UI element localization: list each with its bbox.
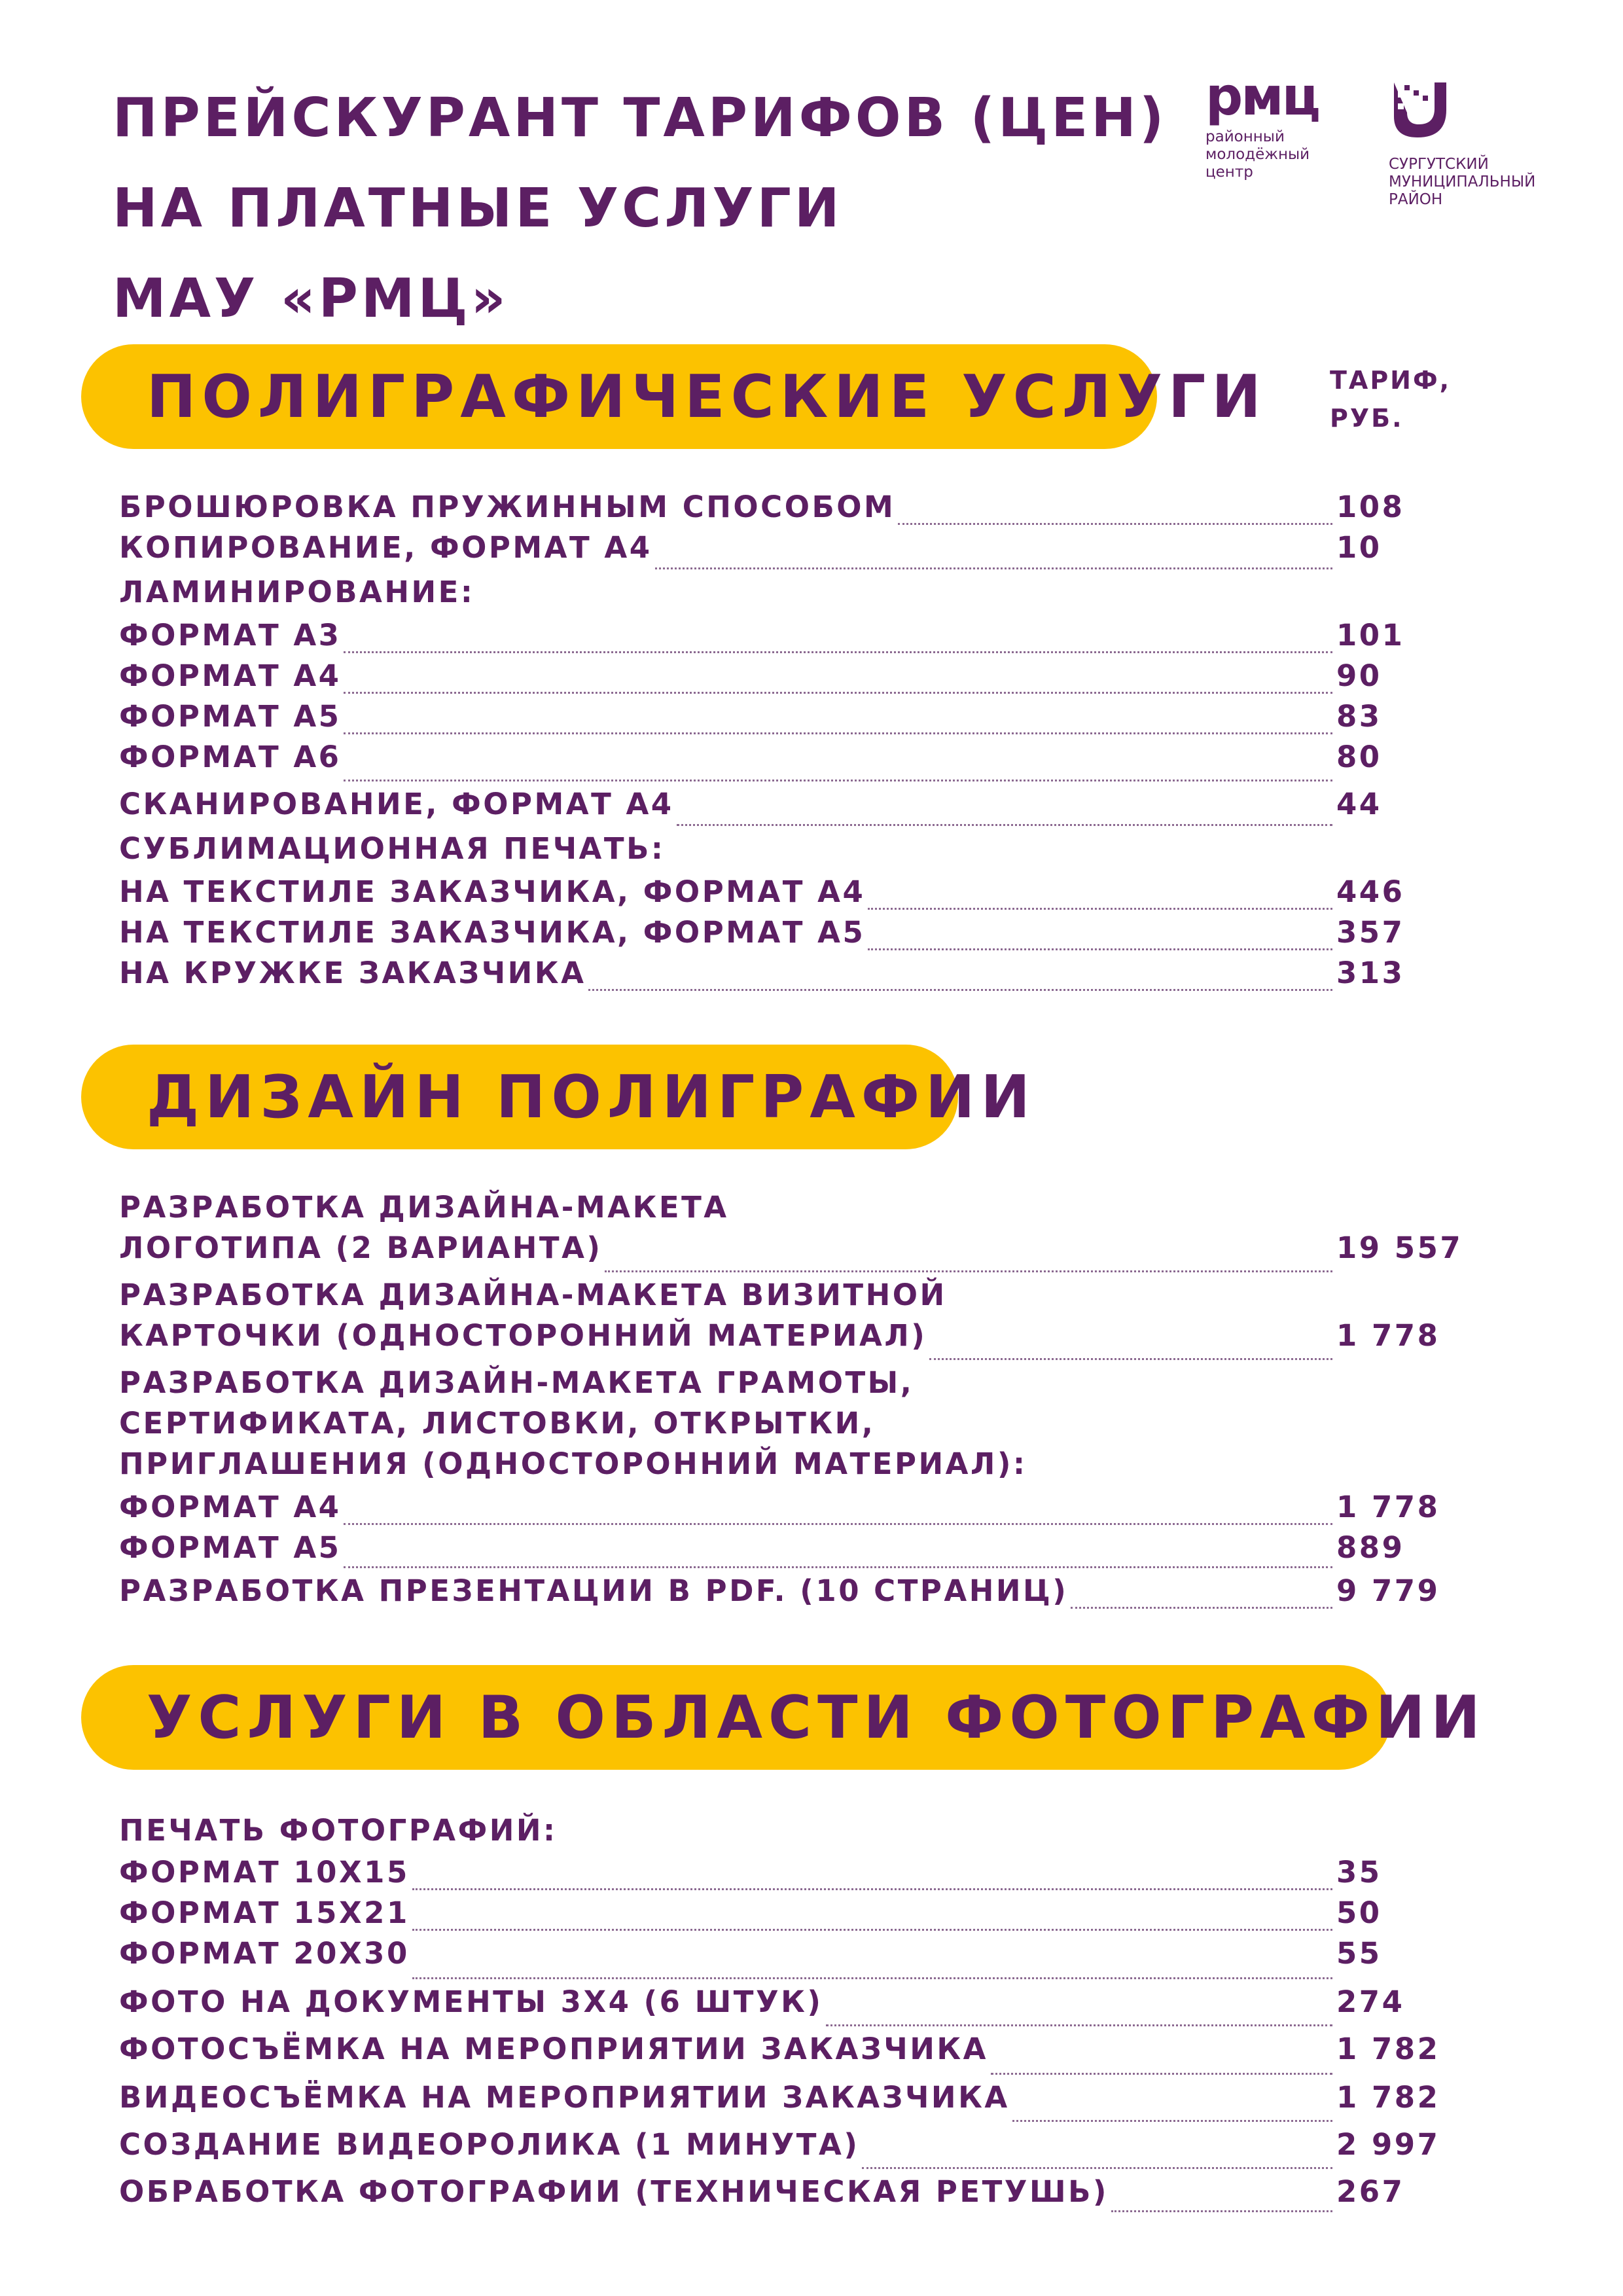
- surgut-caption: [1389, 156, 1585, 209]
- price-list-photo: [119, 1813, 1454, 2217]
- price-row: ФОРМАТ А5 83: [119, 699, 1382, 734]
- price-row: СОЗДАНИЕ ВИДЕОРОЛИКА (1 МИНУТА) 2 997: [119, 2127, 1454, 2174]
- title-line: ПРЕЙСКУРАНТ ТАРИФОВ (ЦЕН): [113, 87, 1168, 149]
- rmc-caption-line: молодёжный: [1205, 146, 1310, 163]
- rmc-caption-line: районный: [1205, 128, 1285, 145]
- title-line: НА ПЛАТНЫЕ УСЛУГИ: [113, 177, 843, 240]
- section-title: УСЛУГИ В ОБЛАСТИ ФОТОГРАФИИ: [147, 1683, 1486, 1752]
- rmc-wordmark: рмц: [1205, 66, 1319, 127]
- price-group-header: ЛАМИНИРОВАНИЕ:: [119, 575, 475, 609]
- price-row-label: РАЗРАБОТКА ДИЗАЙН-МАКЕТА ГРАМОТЫ,: [119, 1365, 914, 1400]
- section-title: ДИЗАЙН ПОЛИГРАФИИ: [147, 1062, 1036, 1132]
- surgut-caption-line: МУНИЦИПАЛЬНЫЙ: [1389, 173, 1536, 190]
- section-heading-photo: [81, 1665, 1486, 1770]
- price-list-printing: [119, 490, 1454, 996]
- price-row: ФОРМАТ А6 80: [119, 740, 1454, 787]
- price-row-label: СЕРТИФИКАТА, ЛИСТОВКИ, ОТКРЫТКИ,: [119, 1406, 876, 1441]
- price-row: БРОШЮРОВКА ПРУЖИННЫМ СПОСОБОМ 108: [119, 490, 1405, 524]
- price-group-header: ПРИГЛАШЕНИЯ (ОДНОСТОРОННИЙ МАТЕРИАЛ):: [119, 1446, 1027, 1481]
- tariff-header-line: РУБ.: [1330, 404, 1404, 433]
- price-row-label: РАЗРАБОТКА ДИЗАЙНА-МАКЕТА: [119, 1190, 729, 1225]
- section-title: ПОЛИГРАФИЧЕСКИЕ УСЛУГИ: [147, 362, 1267, 431]
- title-line: МАУ «РМЦ»: [113, 268, 509, 330]
- price-row-label: РАЗРАБОТКА ДИЗАЙНА-МАКЕТА ВИЗИТНОЙ: [119, 1278, 947, 1312]
- price-row: ФОРМАТ А3 101: [119, 618, 1405, 653]
- rmc-logo: [1205, 66, 1336, 181]
- price-row: НА КРУЖКЕ ЗАКАЗЧИКА 313: [119, 956, 1405, 990]
- price-row: НА ТЕКСТИЛЕ ЗАКАЗЧИКА, ФОРМАТ А5 357: [119, 915, 1405, 950]
- price-row: КАРТОЧКИ (ОДНОСТОРОННИЙ МАТЕРИАЛ) 1 778: [119, 1318, 1454, 1365]
- price-row: ЛОГОТИПА (2 ВАРИАНТА) 19 557: [119, 1230, 1454, 1278]
- price-row: ФОТО НА ДОКУМЕНТЫ 3Х4 (6 ШТУК) 274: [119, 1984, 1454, 2032]
- page-title: [113, 73, 1167, 344]
- surgut-caption-line: СУРГУТСКИЙ: [1389, 156, 1489, 173]
- price-row: ФОРМАТ 15Х21 50: [119, 1895, 1382, 1930]
- price-group-header: СУБЛИМАЦИОННАЯ ПЕЧАТЬ:: [119, 831, 666, 866]
- section-heading-design: [81, 1045, 1036, 1149]
- price-row: СКАНИРОВАНИЕ, ФОРМАТ А4 44: [119, 787, 1454, 831]
- tariff-header-line: ТАРИФ,: [1330, 366, 1452, 395]
- price-row: ФОРМАТ А4 90: [119, 658, 1382, 693]
- section-heading-printing: [81, 344, 1267, 449]
- price-row: ФОРМАТ 10Х15 35: [119, 1855, 1382, 1890]
- price-row: НА ТЕКСТИЛЕ ЗАКАЗЧИКА, ФОРМАТ А4 446: [119, 874, 1405, 909]
- price-list-design: [119, 1190, 1463, 1614]
- surgut-caption-line: РАЙОН: [1389, 191, 1443, 208]
- price-row: ФОРМАТ А5 889: [119, 1530, 1454, 1573]
- tariff-column-header: [1330, 361, 1451, 437]
- rmc-caption-line: центр: [1205, 164, 1253, 181]
- surgut-emblem-icon: [1389, 77, 1452, 143]
- rmc-caption: [1205, 128, 1336, 181]
- price-row: ФОРМАТ А4 1 778: [119, 1490, 1440, 1524]
- price-row: ФОТОСЪЁМКА НА МЕРОПРИЯТИИ ЗАКАЗЧИКА 1 782: [119, 2032, 1454, 2080]
- price-group-header: ПЕЧАТЬ ФОТОГРАФИЙ:: [119, 1813, 558, 1848]
- price-row: КОПИРОВАНИЕ, ФОРМАТ А4 10: [119, 530, 1454, 575]
- price-row: ВИДЕОСЪЁМКА НА МЕРОПРИЯТИИ ЗАКАЗЧИКА 1 782: [119, 2080, 1454, 2127]
- price-row: ФОРМАТ 20Х30 55: [119, 1936, 1454, 1984]
- surgut-district-logo: [1389, 77, 1585, 209]
- price-row: РАЗРАБОТКА ПРЕЗЕНТАЦИИ В PDF. (10 СТРАНИЦ) 9 779: [119, 1573, 1440, 1608]
- price-row: ОБРАБОТКА ФОТОГРАФИИ (ТЕХНИЧЕСКАЯ РЕТУШЬ) 267: [119, 2174, 1454, 2217]
